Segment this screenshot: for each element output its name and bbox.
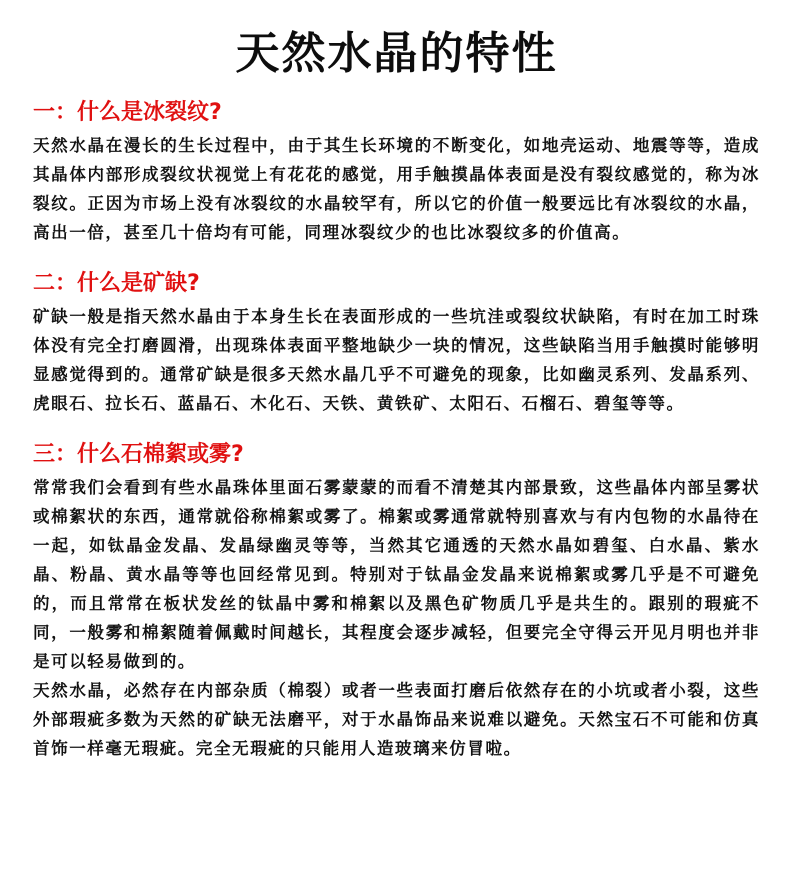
section-paragraph: 天然水晶在漫长的生长过程中，由于其生长环境的不断变化，如地壳运动、地震等等，造成其晶体内部形成裂纹状视觉上有花花的感觉，用手触摸晶体表面是没有裂纹感觉的，称为冰裂纹。正因为市场上没有冰裂纹的水晶较罕有，所以它的价值一般要远比有冰裂纹的水晶，高出一倍，甚至几十倍均有可能，同理冰裂纹少的也比冰裂纹多的价值高。	[33, 136, 760, 242]
page-title: 天然水晶的特性	[235, 28, 558, 79]
section-heading: 二：什么是矿缺?	[33, 271, 200, 296]
section-cotton-fog	[33, 440, 760, 763]
section-heading: 三：什么石棉絮或雾?	[33, 442, 244, 467]
section-mineral-defect	[33, 269, 760, 418]
section-ice-crack	[33, 98, 760, 247]
section-paragraph: 天然水晶，必然存在内部杂质（棉裂）或者一些表面打磨后依然存在的小坑或者小裂，这些外部瑕疵多数为天然的矿缺无法磨平，对于水晶饰品来说难以避免。天然宝石不可能和仿真首饰一样毫无瑕疵。完全无瑕疵的只能用人造玻璃来仿冒啦。	[33, 681, 760, 758]
section-paragraph: 常常我们会看到有些水晶珠体里面石雾蒙蒙的而看不清楚其内部景致，这些晶体内部呈雾状或棉絮状的东西，通常就俗称棉絮或雾了。棉絮或雾通常就特别喜欢与有内包物的水晶待在一起，如钛晶金发晶、发晶绿幽灵等等，当然其它通透的天然水晶如碧玺、白水晶、紫水晶、粉晶、黄水晶等等也回经常见到。特别对于钛晶金发晶来说棉絮或雾几乎是不可避免的，而且常常在板状发丝的钛晶中雾和棉絮以及黑色矿物质几乎是共生的。跟别的瑕疵不同，一般雾和棉絮随着佩戴时间越长，其程度会逐步减轻，但要完全守得云开见月明也并非是可以轻易做到的。	[33, 478, 760, 671]
section-heading: 一：什么是冰裂纹?	[33, 100, 222, 125]
section-paragraph: 矿缺一般是指天然水晶由于本身生长在表面形成的一些坑洼或裂纹状缺陷，有时在加工时珠体没有完全打磨圆滑，出现珠体表面平整地缺少一块的情况，这些缺陷当用手触摸时能够明显感觉得到的。通常矿缺是很多天然水晶几乎不可避免的现象，比如幽灵系列、发晶系列、虎眼石、拉长石、蓝晶石、木化石、天铁、黄铁矿、太阳石、石榴石、碧玺等等。	[33, 307, 760, 413]
